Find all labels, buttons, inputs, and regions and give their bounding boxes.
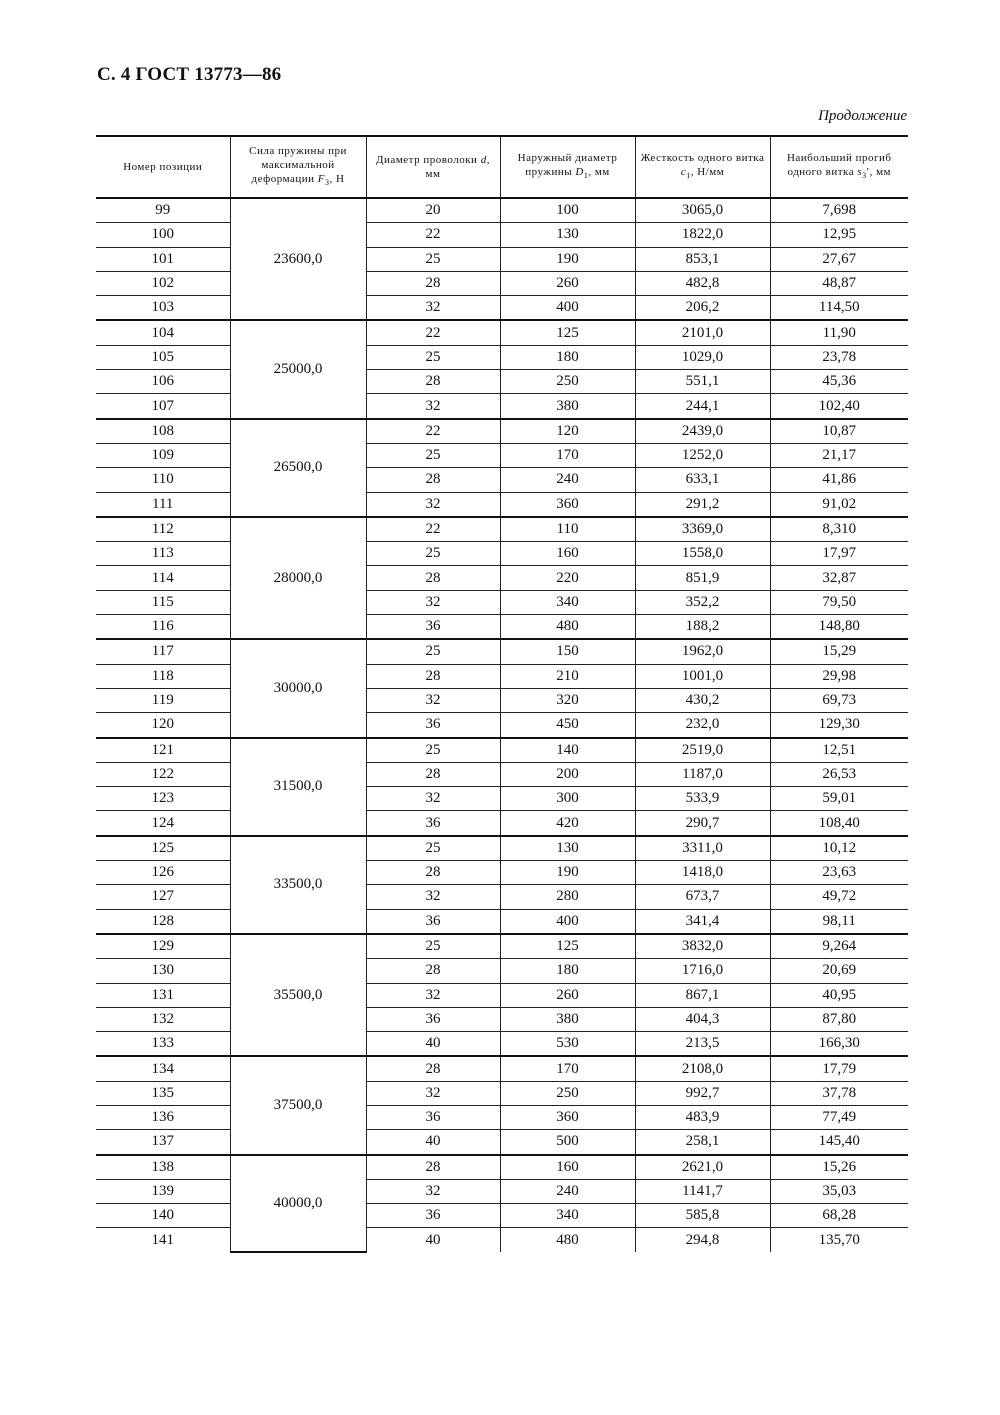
outer-diameter-cell: 320: [500, 688, 635, 712]
wire-diameter-cell: 28: [366, 370, 500, 394]
stiffness-cell: 258,1: [635, 1130, 770, 1155]
wire-diameter-cell: 28: [366, 861, 500, 885]
stiffness-cell: 213,5: [635, 1032, 770, 1057]
table-row: [96, 443, 908, 467]
wire-diameter-cell: 40: [366, 1228, 500, 1252]
table-row: [96, 615, 908, 640]
position-cell: 102: [96, 271, 230, 295]
wire-diameter-cell: 40: [366, 1130, 500, 1155]
table-row: [96, 271, 908, 295]
wire-diameter-cell: 25: [366, 247, 500, 271]
wire-diameter-cell: 25: [366, 443, 500, 467]
stiffness-cell: 206,2: [635, 296, 770, 321]
outer-diameter-cell: 280: [500, 885, 635, 909]
stiffness-cell: 2519,0: [635, 738, 770, 763]
outer-diameter-cell: 150: [500, 639, 635, 664]
outer-diameter-cell: 420: [500, 811, 635, 836]
table-row: [96, 468, 908, 492]
outer-diameter-cell: 220: [500, 566, 635, 590]
position-cell: 123: [96, 787, 230, 811]
outer-diameter-cell: 130: [500, 223, 635, 247]
position-cell: 109: [96, 443, 230, 467]
stiffness-cell: 482,8: [635, 271, 770, 295]
stiffness-cell: 430,2: [635, 688, 770, 712]
position-cell: 99: [96, 198, 230, 223]
stiffness-cell: 244,1: [635, 394, 770, 419]
outer-diameter-cell: 400: [500, 296, 635, 321]
deflection-cell: 23,78: [770, 345, 908, 369]
table-row: [96, 1105, 908, 1129]
column-header-force: Сила пружины при максимальной деформации $F_3$, Н: [230, 136, 366, 198]
outer-diameter-cell: 180: [500, 959, 635, 983]
stiffness-cell: 633,1: [635, 468, 770, 492]
spring-parameters-table: [96, 135, 908, 1253]
wire-diameter-cell: 25: [366, 345, 500, 369]
deflection-cell: 35,03: [770, 1179, 908, 1203]
deflection-cell: 135,70: [770, 1228, 908, 1252]
force-cell: 28000,0: [230, 517, 366, 639]
wire-diameter-cell: 36: [366, 811, 500, 836]
position-cell: 101: [96, 247, 230, 271]
deflection-cell: 21,17: [770, 443, 908, 467]
table-row: [96, 590, 908, 614]
wire-diameter-cell: 36: [366, 1105, 500, 1129]
outer-diameter-cell: 500: [500, 1130, 635, 1155]
table-row: [96, 1179, 908, 1203]
table-row: [96, 198, 908, 223]
stiffness-cell: 992,7: [635, 1081, 770, 1105]
position-cell: 134: [96, 1056, 230, 1081]
stiffness-cell: 1716,0: [635, 959, 770, 983]
table-row: [96, 542, 908, 566]
stiffness-cell: 232,0: [635, 713, 770, 738]
deflection-cell: 45,36: [770, 370, 908, 394]
outer-diameter-cell: 300: [500, 787, 635, 811]
outer-diameter-cell: 360: [500, 492, 635, 517]
deflection-cell: 29,98: [770, 664, 908, 688]
table-row: [96, 1130, 908, 1155]
wire-diameter-cell: 28: [366, 959, 500, 983]
outer-diameter-cell: 340: [500, 1204, 635, 1228]
stiffness-cell: 2101,0: [635, 320, 770, 345]
deflection-cell: 17,79: [770, 1056, 908, 1081]
wire-diameter-cell: 28: [366, 664, 500, 688]
deflection-cell: 32,87: [770, 566, 908, 590]
stiffness-cell: 551,1: [635, 370, 770, 394]
position-cell: 108: [96, 419, 230, 444]
position-cell: 124: [96, 811, 230, 836]
outer-diameter-cell: 160: [500, 542, 635, 566]
position-cell: 122: [96, 762, 230, 786]
position-cell: 141: [96, 1228, 230, 1252]
outer-diameter-cell: 100: [500, 198, 635, 223]
force-cell: 25000,0: [230, 320, 366, 418]
wire-diameter-cell: 32: [366, 1179, 500, 1203]
outer-diameter-cell: 380: [500, 1007, 635, 1031]
deflection-cell: 12,95: [770, 223, 908, 247]
deflection-cell: 91,02: [770, 492, 908, 517]
table-row: [96, 223, 908, 247]
table-row: [96, 713, 908, 738]
position-cell: 140: [96, 1204, 230, 1228]
stiffness-cell: 3311,0: [635, 836, 770, 861]
table-row: [96, 345, 908, 369]
wire-diameter-cell: 28: [366, 762, 500, 786]
wire-diameter-cell: 28: [366, 1155, 500, 1180]
deflection-cell: 148,80: [770, 615, 908, 640]
stiffness-cell: 533,9: [635, 787, 770, 811]
table-row: [96, 811, 908, 836]
stiffness-cell: 3369,0: [635, 517, 770, 542]
table-row: [96, 419, 908, 444]
position-cell: 105: [96, 345, 230, 369]
column-header-stiffness: Жесткость одного витка $c_1$, Н/мм: [635, 136, 770, 198]
position-cell: 130: [96, 959, 230, 983]
column-header-position: Номер позиции: [96, 136, 230, 198]
stiffness-cell: 1252,0: [635, 443, 770, 467]
deflection-cell: 40,95: [770, 983, 908, 1007]
table-row: [96, 492, 908, 517]
wire-diameter-cell: 22: [366, 320, 500, 345]
outer-diameter-cell: 480: [500, 615, 635, 640]
position-cell: 135: [96, 1081, 230, 1105]
table-row: [96, 247, 908, 271]
table-row: [96, 1007, 908, 1031]
deflection-cell: 145,40: [770, 1130, 908, 1155]
table-row: [96, 296, 908, 321]
deflection-cell: 11,90: [770, 320, 908, 345]
table-row: [96, 1204, 908, 1228]
wire-diameter-cell: 32: [366, 688, 500, 712]
stiffness-cell: 1418,0: [635, 861, 770, 885]
position-cell: 133: [96, 1032, 230, 1057]
deflection-cell: 87,80: [770, 1007, 908, 1031]
position-cell: 132: [96, 1007, 230, 1031]
position-cell: 139: [96, 1179, 230, 1203]
wire-diameter-cell: 36: [366, 615, 500, 640]
deflection-cell: 114,50: [770, 296, 908, 321]
wire-diameter-cell: 32: [366, 885, 500, 909]
stiffness-cell: 2439,0: [635, 419, 770, 444]
stiffness-cell: 483,9: [635, 1105, 770, 1129]
table-row: [96, 320, 908, 345]
column-header-outer-diameter: Наружный диаметр пружины $D_1$, мм: [500, 136, 635, 198]
outer-diameter-cell: 340: [500, 590, 635, 614]
deflection-cell: 27,67: [770, 247, 908, 271]
table-header-row: [96, 136, 908, 198]
stiffness-cell: 3065,0: [635, 198, 770, 223]
wire-diameter-cell: 32: [366, 590, 500, 614]
position-cell: 103: [96, 296, 230, 321]
wire-diameter-cell: 40: [366, 1032, 500, 1057]
force-cell: 31500,0: [230, 738, 366, 836]
wire-diameter-cell: 36: [366, 713, 500, 738]
wire-diameter-cell: 20: [366, 198, 500, 223]
position-cell: 126: [96, 861, 230, 885]
outer-diameter-cell: 120: [500, 419, 635, 444]
stiffness-cell: 290,7: [635, 811, 770, 836]
position-cell: 138: [96, 1155, 230, 1180]
deflection-cell: 69,73: [770, 688, 908, 712]
stiffness-cell: 673,7: [635, 885, 770, 909]
outer-diameter-cell: 180: [500, 345, 635, 369]
position-cell: 107: [96, 394, 230, 419]
table-body: [96, 198, 908, 1252]
wire-diameter-cell: 22: [366, 517, 500, 542]
stiffness-cell: 867,1: [635, 983, 770, 1007]
outer-diameter-cell: 125: [500, 934, 635, 959]
wire-diameter-cell: 28: [366, 468, 500, 492]
outer-diameter-cell: 125: [500, 320, 635, 345]
stiffness-cell: 1962,0: [635, 639, 770, 664]
deflection-cell: 102,40: [770, 394, 908, 419]
force-cell: 23600,0: [230, 198, 366, 320]
force-cell: 37500,0: [230, 1056, 366, 1154]
wire-diameter-cell: 32: [366, 787, 500, 811]
deflection-cell: 10,12: [770, 836, 908, 861]
outer-diameter-cell: 170: [500, 443, 635, 467]
stiffness-cell: 1001,0: [635, 664, 770, 688]
stiffness-cell: 404,3: [635, 1007, 770, 1031]
wire-diameter-cell: 28: [366, 566, 500, 590]
deflection-cell: 49,72: [770, 885, 908, 909]
stiffness-cell: 1822,0: [635, 223, 770, 247]
table-row: [96, 517, 908, 542]
force-cell: 40000,0: [230, 1155, 366, 1252]
deflection-cell: 98,11: [770, 909, 908, 934]
deflection-cell: 20,69: [770, 959, 908, 983]
wire-diameter-cell: 32: [366, 296, 500, 321]
outer-diameter-cell: 380: [500, 394, 635, 419]
outer-diameter-cell: 210: [500, 664, 635, 688]
position-cell: 106: [96, 370, 230, 394]
position-cell: 110: [96, 468, 230, 492]
table-row: [96, 836, 908, 861]
position-cell: 116: [96, 615, 230, 640]
wire-diameter-cell: 32: [366, 394, 500, 419]
outer-diameter-cell: 200: [500, 762, 635, 786]
position-cell: 104: [96, 320, 230, 345]
position-cell: 118: [96, 664, 230, 688]
force-cell: 35500,0: [230, 934, 366, 1056]
table-row: [96, 909, 908, 934]
deflection-cell: 129,30: [770, 713, 908, 738]
position-cell: 100: [96, 223, 230, 247]
outer-diameter-cell: 250: [500, 370, 635, 394]
deflection-cell: 79,50: [770, 590, 908, 614]
force-cell: 33500,0: [230, 836, 366, 934]
deflection-cell: 59,01: [770, 787, 908, 811]
stiffness-cell: 2621,0: [635, 1155, 770, 1180]
stiffness-cell: 585,8: [635, 1204, 770, 1228]
table-row: [96, 370, 908, 394]
table-row: [96, 1081, 908, 1105]
wire-diameter-cell: 36: [366, 1007, 500, 1031]
stiffness-cell: 341,4: [635, 909, 770, 934]
stiffness-cell: 291,2: [635, 492, 770, 517]
outer-diameter-cell: 110: [500, 517, 635, 542]
position-cell: 120: [96, 713, 230, 738]
deflection-cell: 166,30: [770, 1032, 908, 1057]
outer-diameter-cell: 240: [500, 468, 635, 492]
page-header: С. 4 ГОСТ 13773—86: [97, 64, 282, 85]
deflection-cell: 77,49: [770, 1105, 908, 1129]
table-row: [96, 1032, 908, 1057]
outer-diameter-cell: 250: [500, 1081, 635, 1105]
table-row: [96, 934, 908, 959]
deflection-cell: 48,87: [770, 271, 908, 295]
deflection-cell: 17,97: [770, 542, 908, 566]
outer-diameter-cell: 360: [500, 1105, 635, 1129]
stiffness-cell: 1187,0: [635, 762, 770, 786]
position-cell: 115: [96, 590, 230, 614]
force-cell: 26500,0: [230, 419, 366, 517]
position-cell: 127: [96, 885, 230, 909]
table-row: [96, 1056, 908, 1081]
position-cell: 121: [96, 738, 230, 763]
position-cell: 114: [96, 566, 230, 590]
position-cell: 112: [96, 517, 230, 542]
force-cell: 30000,0: [230, 639, 366, 737]
table-row: [96, 787, 908, 811]
wire-diameter-cell: 28: [366, 1056, 500, 1081]
table-row: [96, 394, 908, 419]
wire-diameter-cell: 22: [366, 419, 500, 444]
stiffness-cell: 294,8: [635, 1228, 770, 1252]
position-cell: 125: [96, 836, 230, 861]
outer-diameter-cell: 260: [500, 983, 635, 1007]
outer-diameter-cell: 140: [500, 738, 635, 763]
stiffness-cell: 352,2: [635, 590, 770, 614]
wire-diameter-cell: 25: [366, 738, 500, 763]
position-cell: 137: [96, 1130, 230, 1155]
wire-diameter-cell: 25: [366, 639, 500, 664]
deflection-cell: 8,310: [770, 517, 908, 542]
column-header-wire-diameter: Диаметр проволоки d, мм: [366, 136, 500, 198]
position-cell: 128: [96, 909, 230, 934]
position-cell: 117: [96, 639, 230, 664]
stiffness-cell: 851,9: [635, 566, 770, 590]
position-cell: 113: [96, 542, 230, 566]
deflection-cell: 10,87: [770, 419, 908, 444]
wire-diameter-cell: 25: [366, 836, 500, 861]
outer-diameter-cell: 530: [500, 1032, 635, 1057]
table-row: [96, 664, 908, 688]
table-row: [96, 639, 908, 664]
deflection-cell: 26,53: [770, 762, 908, 786]
table-row: [96, 1228, 908, 1252]
stiffness-cell: 2108,0: [635, 1056, 770, 1081]
outer-diameter-cell: 130: [500, 836, 635, 861]
position-cell: 136: [96, 1105, 230, 1129]
wire-diameter-cell: 28: [366, 271, 500, 295]
deflection-cell: 68,28: [770, 1204, 908, 1228]
table-row: [96, 959, 908, 983]
table-row: [96, 566, 908, 590]
wire-diameter-cell: 25: [366, 542, 500, 566]
stiffness-cell: 853,1: [635, 247, 770, 271]
deflection-cell: 7,698: [770, 198, 908, 223]
position-cell: 131: [96, 983, 230, 1007]
wire-diameter-cell: 32: [366, 492, 500, 517]
outer-diameter-cell: 170: [500, 1056, 635, 1081]
table-row: [96, 885, 908, 909]
deflection-cell: 15,29: [770, 639, 908, 664]
stiffness-cell: 1029,0: [635, 345, 770, 369]
outer-diameter-cell: 240: [500, 1179, 635, 1203]
stiffness-cell: 1558,0: [635, 542, 770, 566]
position-cell: 129: [96, 934, 230, 959]
deflection-cell: 15,26: [770, 1155, 908, 1180]
table-row: [96, 861, 908, 885]
outer-diameter-cell: 190: [500, 247, 635, 271]
outer-diameter-cell: 480: [500, 1228, 635, 1252]
stiffness-cell: 3832,0: [635, 934, 770, 959]
deflection-cell: 12,51: [770, 738, 908, 763]
outer-diameter-cell: 450: [500, 713, 635, 738]
outer-diameter-cell: 260: [500, 271, 635, 295]
wire-diameter-cell: 32: [366, 1081, 500, 1105]
wire-diameter-cell: 32: [366, 983, 500, 1007]
table-row: [96, 1155, 908, 1180]
wire-diameter-cell: 36: [366, 909, 500, 934]
stiffness-cell: 1141,7: [635, 1179, 770, 1203]
deflection-cell: 108,40: [770, 811, 908, 836]
table-row: [96, 762, 908, 786]
table-row: [96, 983, 908, 1007]
position-cell: 111: [96, 492, 230, 517]
deflection-cell: 37,78: [770, 1081, 908, 1105]
wire-diameter-cell: 36: [366, 1204, 500, 1228]
stiffness-cell: 188,2: [635, 615, 770, 640]
table-row: [96, 738, 908, 763]
outer-diameter-cell: 400: [500, 909, 635, 934]
outer-diameter-cell: 190: [500, 861, 635, 885]
position-cell: 119: [96, 688, 230, 712]
outer-diameter-cell: 160: [500, 1155, 635, 1180]
column-header-deflection: Наибольший прогиб одного витка $s_3'$, мм: [770, 136, 908, 198]
wire-diameter-cell: 25: [366, 934, 500, 959]
deflection-cell: 9,264: [770, 934, 908, 959]
table-row: [96, 688, 908, 712]
deflection-cell: 23,63: [770, 861, 908, 885]
wire-diameter-cell: 22: [366, 223, 500, 247]
deflection-cell: 41,86: [770, 468, 908, 492]
continuation-label: Продолжение: [818, 108, 907, 124]
